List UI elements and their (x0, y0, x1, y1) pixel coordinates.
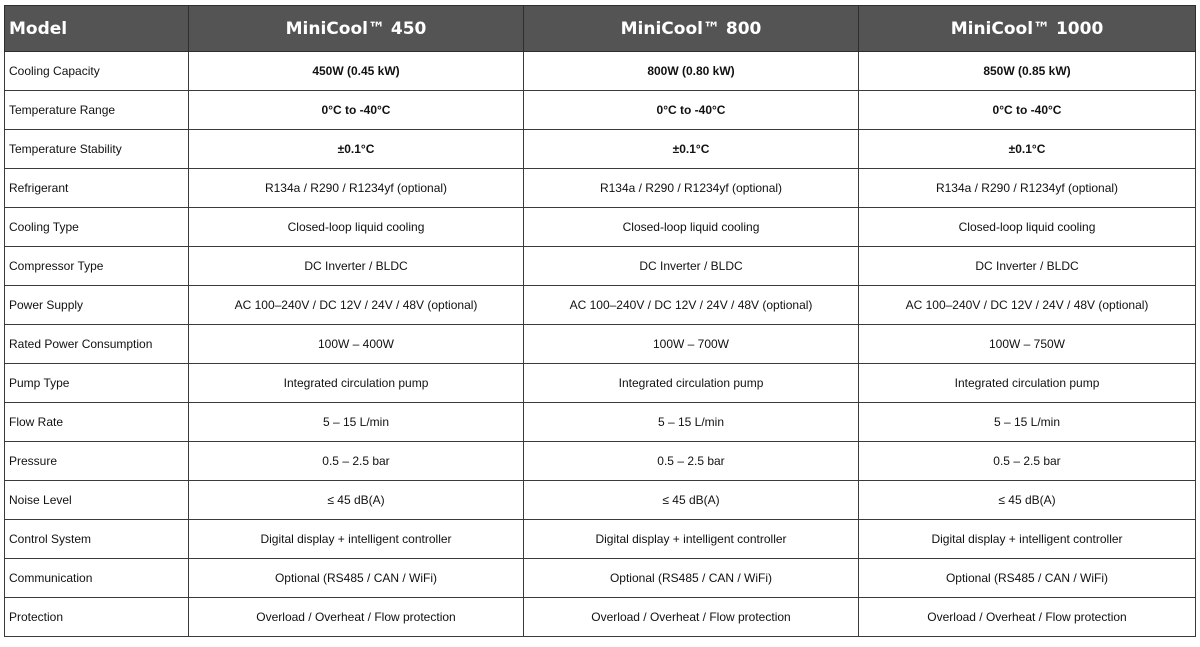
spec-comparison-table (4, 5, 1196, 637)
spec-value-cell: AC 100–240V / DC 12V / 24V / 48V (optional) (859, 286, 1196, 325)
spec-value-cell: Closed-loop liquid cooling (189, 208, 524, 247)
spec-value-cell: Closed-loop liquid cooling (859, 208, 1196, 247)
row-label: Flow Rate (5, 403, 189, 442)
spec-value-cell: ≤ 45 dB(A) (189, 481, 524, 520)
spec-value-cell: ±0.1°C (189, 130, 524, 169)
spec-value-cell: 5 – 15 L/min (189, 403, 524, 442)
table-row (5, 286, 1196, 325)
spec-value-cell: 5 – 15 L/min (859, 403, 1196, 442)
spec-value-cell: 0°C to -40°C (859, 91, 1196, 130)
table-row (5, 520, 1196, 559)
spec-value-cell: 100W – 750W (859, 325, 1196, 364)
spec-value-cell: 100W – 400W (189, 325, 524, 364)
spec-value-cell: Overload / Overheat / Flow protection (524, 598, 859, 637)
spec-value-cell: 0°C to -40°C (189, 91, 524, 130)
row-label: Rated Power Consumption (5, 325, 189, 364)
table-row (5, 598, 1196, 637)
spec-value-cell: 0°C to -40°C (524, 91, 859, 130)
row-label: Pump Type (5, 364, 189, 403)
spec-value-cell: 5 – 15 L/min (524, 403, 859, 442)
table-row (5, 91, 1196, 130)
spec-value-cell: AC 100–240V / DC 12V / 24V / 48V (optional) (524, 286, 859, 325)
table-row (5, 481, 1196, 520)
row-label: Pressure (5, 442, 189, 481)
row-label: Power Supply (5, 286, 189, 325)
table-body (5, 52, 1196, 637)
header-model-name: MiniCool™ 450 (189, 6, 524, 52)
spec-value-cell: 850W (0.85 kW) (859, 52, 1196, 91)
row-label: Compressor Type (5, 247, 189, 286)
row-label: Cooling Type (5, 208, 189, 247)
spec-value-cell: DC Inverter / BLDC (859, 247, 1196, 286)
spec-value-cell: Optional (RS485 / CAN / WiFi) (859, 559, 1196, 598)
header-row (5, 6, 1196, 52)
spec-value-cell: 450W (0.45 kW) (189, 52, 524, 91)
row-label: Cooling Capacity (5, 52, 189, 91)
spec-value-cell: 0.5 – 2.5 bar (189, 442, 524, 481)
row-label: Communication (5, 559, 189, 598)
spec-value-cell: Integrated circulation pump (859, 364, 1196, 403)
spec-value-cell: ≤ 45 dB(A) (524, 481, 859, 520)
spec-value-cell: Closed-loop liquid cooling (524, 208, 859, 247)
table-row (5, 130, 1196, 169)
spec-value-cell: DC Inverter / BLDC (189, 247, 524, 286)
header-model-name: MiniCool™ 800 (524, 6, 859, 52)
spec-value-cell: Overload / Overheat / Flow protection (189, 598, 524, 637)
row-label: Temperature Stability (5, 130, 189, 169)
spec-value-cell: 800W (0.80 kW) (524, 52, 859, 91)
spec-value-cell: R134a / R290 / R1234yf (optional) (189, 169, 524, 208)
spec-value-cell: Digital display + intelligent controller (189, 520, 524, 559)
table-header (5, 6, 1196, 52)
row-label: Refrigerant (5, 169, 189, 208)
spec-value-cell: 100W – 700W (524, 325, 859, 364)
table-row (5, 442, 1196, 481)
spec-value-cell: Integrated circulation pump (189, 364, 524, 403)
table-row (5, 52, 1196, 91)
spec-value-cell: Optional (RS485 / CAN / WiFi) (189, 559, 524, 598)
spec-value-cell: 0.5 – 2.5 bar (859, 442, 1196, 481)
header-model-label: Model (5, 6, 189, 52)
spec-value-cell: 0.5 – 2.5 bar (524, 442, 859, 481)
table-row (5, 325, 1196, 364)
spec-value-cell: Digital display + intelligent controller (524, 520, 859, 559)
spec-value-cell: AC 100–240V / DC 12V / 24V / 48V (optional) (189, 286, 524, 325)
row-label: Temperature Range (5, 91, 189, 130)
spec-value-cell: Digital display + intelligent controller (859, 520, 1196, 559)
row-label: Protection (5, 598, 189, 637)
spec-value-cell: ±0.1°C (524, 130, 859, 169)
header-model-name: MiniCool™ 1000 (859, 6, 1196, 52)
spec-value-cell: ±0.1°C (859, 130, 1196, 169)
row-label: Control System (5, 520, 189, 559)
spec-value-cell: Integrated circulation pump (524, 364, 859, 403)
spec-value-cell: DC Inverter / BLDC (524, 247, 859, 286)
row-label: Noise Level (5, 481, 189, 520)
table-row (5, 208, 1196, 247)
table-row (5, 403, 1196, 442)
spec-value-cell: R134a / R290 / R1234yf (optional) (859, 169, 1196, 208)
table-row (5, 364, 1196, 403)
table-row (5, 247, 1196, 286)
spec-value-cell: Overload / Overheat / Flow protection (859, 598, 1196, 637)
spec-value-cell: Optional (RS485 / CAN / WiFi) (524, 559, 859, 598)
spec-value-cell: R134a / R290 / R1234yf (optional) (524, 169, 859, 208)
table-row (5, 169, 1196, 208)
spec-value-cell: ≤ 45 dB(A) (859, 481, 1196, 520)
table-row (5, 559, 1196, 598)
